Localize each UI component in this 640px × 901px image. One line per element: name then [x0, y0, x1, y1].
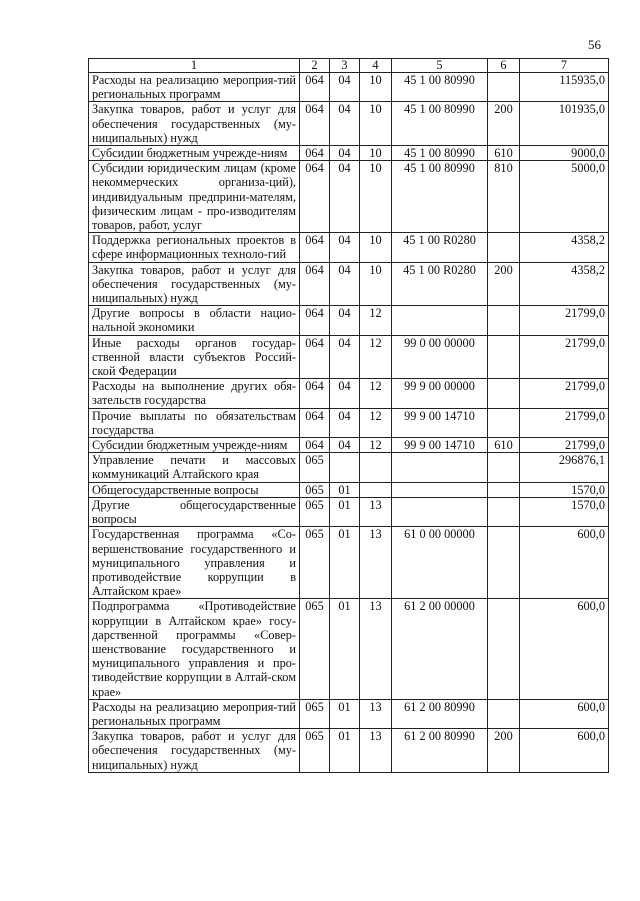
amount-cell: 4358,2	[520, 262, 609, 306]
section-code-cell: 04	[330, 379, 360, 408]
ministry-code-cell: 064	[300, 73, 330, 102]
section-code-cell: 04	[330, 161, 360, 233]
expense-type-cell	[488, 699, 520, 728]
amount-cell: 5000,0	[520, 161, 609, 233]
header-row	[89, 59, 609, 73]
subsection-code-cell: 13	[360, 729, 392, 773]
budget-table	[88, 58, 609, 773]
table-row	[89, 482, 609, 497]
subsection-code-cell	[360, 453, 392, 482]
target-article-cell	[392, 497, 488, 526]
ministry-code-cell: 064	[300, 379, 330, 408]
row-name-cell: Закупка товаров, работ и услуг для обеспечения государственных (му-ниципальных) нужд	[89, 102, 300, 146]
expense-type-cell: 610	[488, 438, 520, 453]
section-code-cell: 04	[330, 335, 360, 379]
target-article-cell: 99 9 00 14710	[392, 438, 488, 453]
section-code-cell: 04	[330, 438, 360, 453]
subsection-code-cell: 12	[360, 438, 392, 453]
amount-cell: 600,0	[520, 527, 609, 599]
amount-cell: 600,0	[520, 599, 609, 699]
subsection-code-cell: 13	[360, 497, 392, 526]
table-row	[89, 453, 609, 482]
ministry-code-cell: 065	[300, 699, 330, 728]
target-article-cell: 99 9 00 14710	[392, 408, 488, 437]
expense-type-cell	[488, 482, 520, 497]
target-article-cell: 61 2 00 00000	[392, 599, 488, 699]
expense-type-cell	[488, 306, 520, 335]
section-code-cell	[330, 453, 360, 482]
target-article-cell	[392, 306, 488, 335]
table-row	[89, 599, 609, 699]
expense-type-cell	[488, 599, 520, 699]
target-article-cell: 61 2 00 80990	[392, 699, 488, 728]
section-code-cell: 01	[330, 699, 360, 728]
amount-cell: 21799,0	[520, 379, 609, 408]
header-col-7: 7	[520, 59, 609, 73]
row-name-cell: Закупка товаров, работ и услуг для обеспечения государственных (му-ниципальных) нужд	[89, 729, 300, 773]
section-code-cell: 04	[330, 233, 360, 262]
section-code-cell: 01	[330, 527, 360, 599]
section-code-cell: 04	[330, 102, 360, 146]
expense-type-cell: 200	[488, 729, 520, 773]
amount-cell: 21799,0	[520, 408, 609, 437]
target-article-cell: 61 0 00 00000	[392, 527, 488, 599]
subsection-code-cell: 12	[360, 306, 392, 335]
ministry-code-cell: 064	[300, 102, 330, 146]
subsection-code-cell: 10	[360, 233, 392, 262]
table-row	[89, 335, 609, 379]
ministry-code-cell: 065	[300, 527, 330, 599]
section-code-cell: 01	[330, 482, 360, 497]
ministry-code-cell: 065	[300, 482, 330, 497]
target-article-cell: 45 1 00 80990	[392, 161, 488, 233]
expense-type-cell: 200	[488, 262, 520, 306]
amount-cell: 21799,0	[520, 438, 609, 453]
subsection-code-cell: 13	[360, 699, 392, 728]
row-name-cell: Государственная программа «Со-вершенствование государственного и муниципального управления и противодействие коррупции в Алтайском крае»	[89, 527, 300, 599]
ministry-code-cell: 064	[300, 408, 330, 437]
subsection-code-cell: 13	[360, 599, 392, 699]
table-row	[89, 73, 609, 102]
table-row	[89, 438, 609, 453]
page-number: 56	[588, 37, 601, 52]
amount-cell: 4358,2	[520, 233, 609, 262]
row-name-cell: Общегосударственные вопросы	[89, 482, 300, 497]
amount-cell: 101935,0	[520, 102, 609, 146]
table-row	[89, 527, 609, 599]
table-row	[89, 306, 609, 335]
amount-cell: 296876,1	[520, 453, 609, 482]
header-col-2: 2	[300, 59, 330, 73]
row-name-cell: Расходы на реализацию мероприя-тий региональных программ	[89, 73, 300, 102]
ministry-code-cell: 064	[300, 335, 330, 379]
ministry-code-cell: 065	[300, 729, 330, 773]
subsection-code-cell: 12	[360, 379, 392, 408]
ministry-code-cell: 065	[300, 599, 330, 699]
amount-cell: 600,0	[520, 729, 609, 773]
ministry-code-cell: 064	[300, 146, 330, 161]
row-name-cell: Расходы на выполнение других обя-зательств государства	[89, 379, 300, 408]
row-name-cell: Иные расходы органов государ-ственной власти субъектов Россий-ской Федерации	[89, 335, 300, 379]
target-article-cell: 45 1 00 80990	[392, 73, 488, 102]
amount-cell: 1570,0	[520, 482, 609, 497]
expense-type-cell	[488, 379, 520, 408]
section-code-cell: 04	[330, 146, 360, 161]
section-code-cell: 04	[330, 306, 360, 335]
subsection-code-cell: 12	[360, 408, 392, 437]
amount-cell: 21799,0	[520, 306, 609, 335]
table-row	[89, 262, 609, 306]
target-article-cell	[392, 453, 488, 482]
amount-cell: 9000,0	[520, 146, 609, 161]
expense-type-cell: 610	[488, 146, 520, 161]
ministry-code-cell: 064	[300, 161, 330, 233]
expense-type-cell	[488, 497, 520, 526]
row-name-cell: Субсидии юридическим лицам (кроме некоммерческих организа-ций), индивидуальным предприни-мателям, физическим лицам - про-изводителям товаров, работ, услуг	[89, 161, 300, 233]
row-name-cell: Расходы на реализацию мероприя-тий региональных программ	[89, 699, 300, 728]
subsection-code-cell: 13	[360, 527, 392, 599]
subsection-code-cell: 10	[360, 161, 392, 233]
section-code-cell: 04	[330, 73, 360, 102]
table-row	[89, 379, 609, 408]
header-col-5: 5	[392, 59, 488, 73]
row-name-cell: Субсидии бюджетным учрежде-ниям	[89, 146, 300, 161]
expense-type-cell	[488, 408, 520, 437]
row-name-cell: Закупка товаров, работ и услуг для обеспечения государственных (му-ниципальных) нужд	[89, 262, 300, 306]
subsection-code-cell: 10	[360, 262, 392, 306]
ministry-code-cell: 064	[300, 233, 330, 262]
subsection-code-cell	[360, 482, 392, 497]
section-code-cell: 01	[330, 729, 360, 773]
expense-type-cell: 810	[488, 161, 520, 233]
table-row	[89, 146, 609, 161]
amount-cell: 21799,0	[520, 335, 609, 379]
table-row	[89, 408, 609, 437]
subsection-code-cell: 10	[360, 146, 392, 161]
expense-type-cell	[488, 233, 520, 262]
table-row	[89, 699, 609, 728]
subsection-code-cell: 10	[360, 102, 392, 146]
target-article-cell: 45 1 00 R0280	[392, 233, 488, 262]
ministry-code-cell: 064	[300, 262, 330, 306]
target-article-cell	[392, 482, 488, 497]
subsection-code-cell: 12	[360, 335, 392, 379]
table-row	[89, 497, 609, 526]
row-name-cell: Субсидии бюджетным учрежде-ниям	[89, 438, 300, 453]
row-name-cell: Прочие выплаты по обязательствам государства	[89, 408, 300, 437]
table-row	[89, 161, 609, 233]
target-article-cell: 45 1 00 R0280	[392, 262, 488, 306]
expense-type-cell	[488, 335, 520, 379]
row-name-cell: Другие общегосударственные вопросы	[89, 497, 300, 526]
table-body	[89, 73, 609, 773]
target-article-cell: 61 2 00 80990	[392, 729, 488, 773]
ministry-code-cell: 065	[300, 453, 330, 482]
table-row	[89, 233, 609, 262]
header-col-1: 1	[89, 59, 300, 73]
expense-type-cell	[488, 527, 520, 599]
target-article-cell: 99 0 00 00000	[392, 335, 488, 379]
section-code-cell: 04	[330, 262, 360, 306]
table-row	[89, 729, 609, 773]
row-name-cell: Поддержка региональных проектов в сфере информационных техноло-гий	[89, 233, 300, 262]
target-article-cell: 45 1 00 80990	[392, 102, 488, 146]
ministry-code-cell: 064	[300, 438, 330, 453]
amount-cell: 1570,0	[520, 497, 609, 526]
expense-type-cell	[488, 453, 520, 482]
ministry-code-cell: 064	[300, 306, 330, 335]
amount-cell: 115935,0	[520, 73, 609, 102]
expense-type-cell: 200	[488, 102, 520, 146]
row-name-cell: Другие вопросы в области нацио-нальной экономики	[89, 306, 300, 335]
table-row	[89, 102, 609, 146]
row-name-cell: Подпрограмма «Противодействие коррупции в Алтайском крае» госу-дарственной программы «Совер-шенствование государственного и муниципального управления и про-тиводействие коррупции в Алтай-ском крае»	[89, 599, 300, 699]
amount-cell: 600,0	[520, 699, 609, 728]
target-article-cell: 99 9 00 00000	[392, 379, 488, 408]
header-col-6: 6	[488, 59, 520, 73]
section-code-cell: 04	[330, 408, 360, 437]
expense-type-cell	[488, 73, 520, 102]
header-col-3: 3	[330, 59, 360, 73]
subsection-code-cell: 10	[360, 73, 392, 102]
section-code-cell: 01	[330, 599, 360, 699]
header-col-4: 4	[360, 59, 392, 73]
row-name-cell: Управление печати и массовых коммуникаций Алтайского края	[89, 453, 300, 482]
section-code-cell: 01	[330, 497, 360, 526]
ministry-code-cell: 065	[300, 497, 330, 526]
target-article-cell: 45 1 00 80990	[392, 146, 488, 161]
